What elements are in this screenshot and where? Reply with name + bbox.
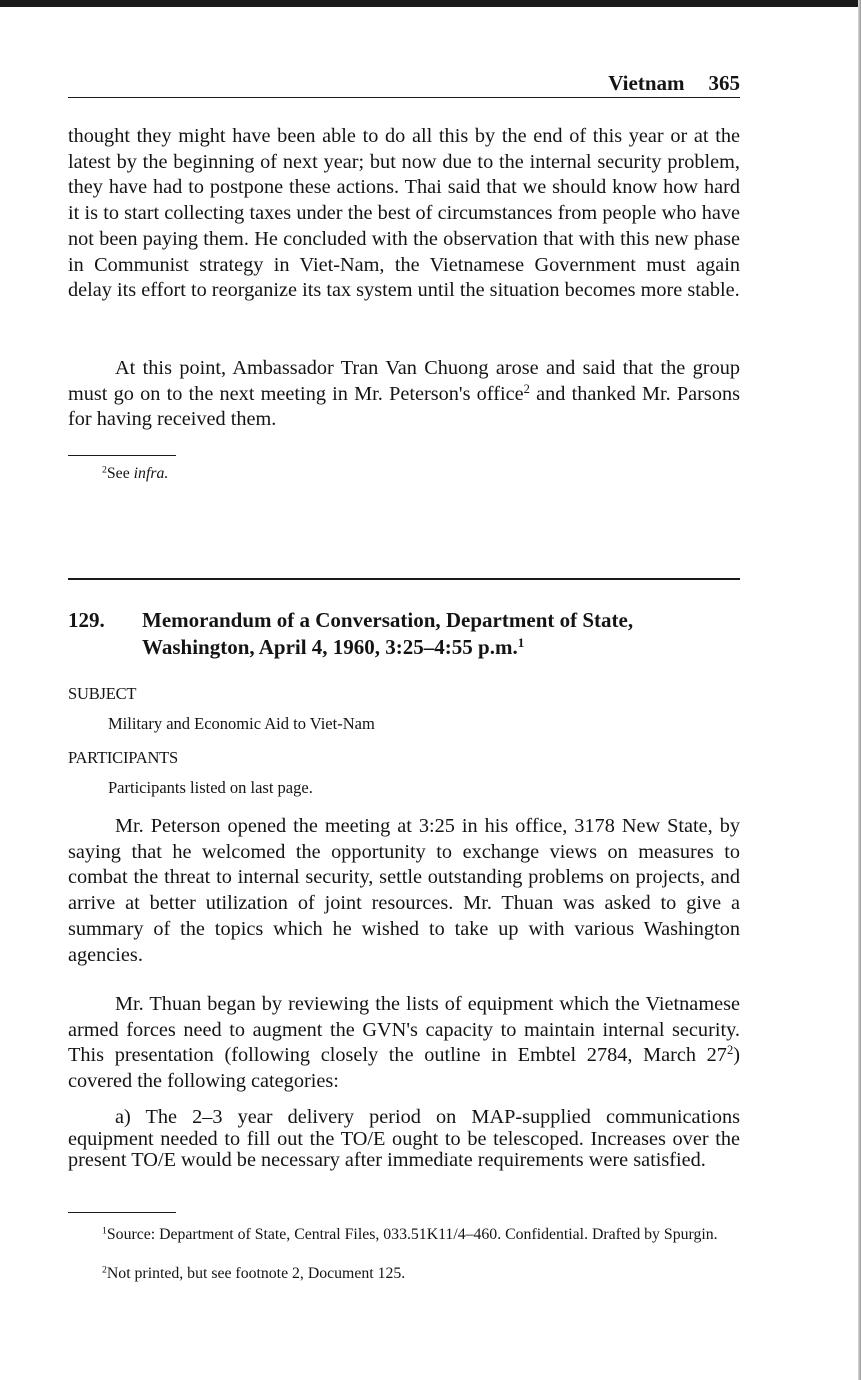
closing-paragraph-tail: and thanked Mr. Parsons for having received them. — [68, 382, 740, 431]
footnote-marker: 2 — [102, 464, 107, 476]
memo-paragraph-item-a: a) The 2–3 year delivery period on MAP-supplied communications equipment needed to fill out the TO/E ought to be telescoped. Increases over the present TO/E would be necessary after immediate requirements were satisfied. — [68, 1106, 740, 1171]
document-number: 129. — [68, 608, 105, 632]
footnote-reference-2: 2 — [523, 381, 530, 396]
section-divider — [68, 578, 740, 580]
memo-paragraph-equipment-tail: ) covered the following categories: — [68, 1044, 740, 1093]
footnote-1-text: Source: Department of State, Central Files, 033.51K11/4–460. Confidential. Drafted by Spurgin. — [106, 1226, 718, 1243]
footnote-not-printed — [68, 1264, 740, 1283]
memo-paragraph-equipment — [68, 992, 740, 1095]
footnote-1-marker: 1 — [102, 1225, 107, 1237]
running-head-title: Vietnam — [608, 71, 685, 95]
footnote-source — [68, 1225, 740, 1244]
participants-label: PARTICIPANTS — [68, 748, 179, 767]
title-footnote-reference: 1 — [517, 634, 525, 650]
participants-text: Participants listed on last page. — [108, 778, 313, 797]
page-number: 365 — [708, 71, 740, 95]
footnote-rule-bottom — [68, 1212, 176, 1213]
scan-top-edge — [0, 0, 861, 7]
document-title-text: Memorandum of a Conversation, Department of State, Washington, April 4, 1960, 3:25–4:55 p.m. — [142, 608, 634, 659]
running-head — [68, 70, 740, 98]
memo-paragraph-opening: Mr. Peterson opened the meeting at 3:25 in his office, 3178 New State, by saying that he welcomed the opportunity to exchange views on measures to combat the threat to internal security, settle outstanding problems on projects, and arrive at better utilization of joint resources. Mr. Thuan was asked to give a summary of the topics which he wished to take up with various Washington agencies. — [68, 815, 740, 966]
subject-text: Military and Economic Aid to Viet-Nam — [108, 714, 375, 733]
continued-paragraph: thought they might have been able to do all this by the end of this year or at the latest by the beginning of next year; but now due to the internal security problem, they have had to postpone these actions. Thai said that we should know how hard it is to start collecting taxes under the best of circumstances from people who have not been paying them. He concluded with the observation that with this new phase in Communist strategy in Viet-Nam, the Vietnamese Government must again delay its effort to reorganize its tax system until the situation becomes more stable. — [68, 125, 740, 302]
footnote-2-marker: 2 — [102, 1264, 107, 1276]
footnote-see-infra — [68, 464, 740, 483]
closing-paragraph-text: At this point, Ambassador Tran Van Chuong arose and said that the group must go on to the next meeting in Mr. Peterson's office — [68, 357, 740, 405]
closing-paragraph — [68, 356, 740, 433]
subject-label: SUBJECT — [68, 684, 137, 703]
memo-paragraph-equipment-text: Mr. Thuan began by reviewing the lists of equipment which the Vietnamese armed forces need to augment the GVN's capacity to maintain internal security. This presentation (following closely the outline in Embtel 2784, March 27 — [68, 993, 740, 1067]
footnote-italic: infra. — [133, 465, 169, 482]
footnote-reference-2b: 2 — [726, 1043, 734, 1058]
footnote-2-text: Not printed, but see footnote 2, Document 125. — [106, 1265, 406, 1282]
footnote-text: See — [106, 465, 134, 482]
footnote-rule-top — [68, 455, 176, 456]
document-title — [142, 607, 742, 661]
